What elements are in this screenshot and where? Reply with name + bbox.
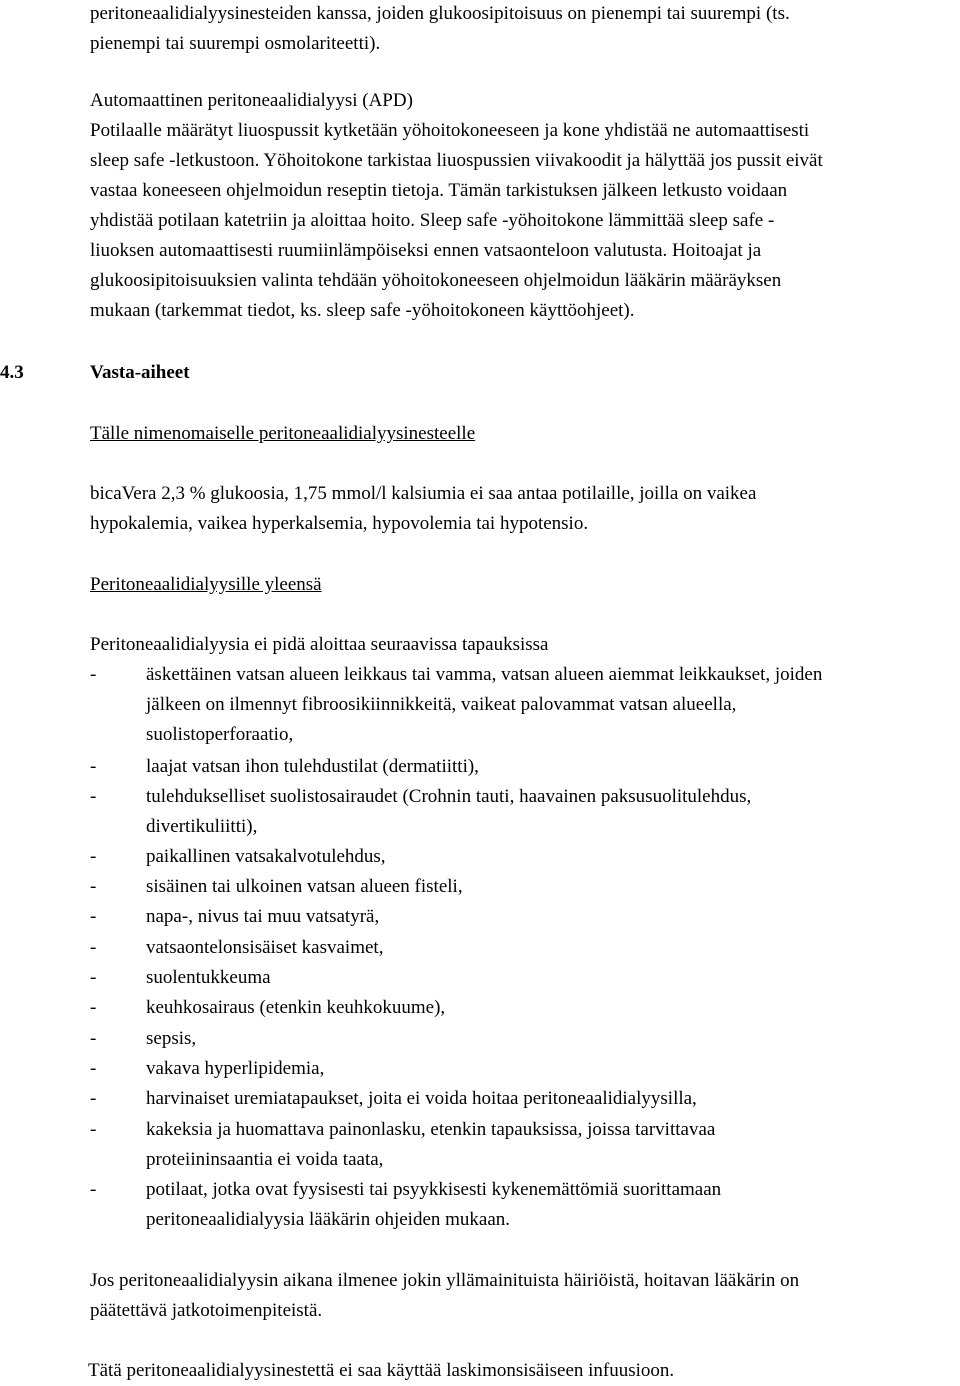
list-dash: -: [90, 1119, 97, 1140]
apd-heading: Automaattinen peritoneaalidialyysi (APD): [90, 90, 413, 111]
list-item: potilaat, jotka ovat fyysisesti tai psyykkisesti kykenemättömiä suorittamaan: [146, 1179, 722, 1200]
list-dash: -: [90, 664, 97, 685]
list-dash: -: [90, 967, 97, 988]
section-number: 4.3: [0, 362, 24, 383]
apd-line: liuoksen automaattisesti ruumiinlämpöiseksi ennen vatsaonteloon valutusta. Hoitoajat ja: [90, 240, 762, 261]
list-item: kakeksia ja huomattava painonlasku, etenkin tapauksissa, joissa tarvittavaa: [146, 1119, 716, 1140]
list-item-cont: jälkeen on ilmennyt fibroosikiinnikkeitä, vaikeat palovammat vatsan alueella,: [146, 694, 737, 715]
specific-line: hypokalemia, vaikea hyperkalsemia, hypovolemia tai hypotensio.: [90, 513, 589, 534]
apd-line: glukoosipitoisuuksien valinta tehdään yöhoitokoneeseen ohjelmoidun lääkärin määräyksen: [90, 270, 782, 291]
list-item: suolentukkeuma: [146, 967, 271, 988]
list-dash: -: [90, 1028, 97, 1049]
closing-line: Jos peritoneaalidialyysin aikana ilmenee jokin yllämainituista häiriöistä, hoitavan lääkärin on: [90, 1270, 800, 1291]
list-dash: -: [90, 1179, 97, 1200]
list-dash: -: [90, 846, 97, 867]
apd-line: Potilaalle määrätyt liuospussit kytketään yöhoitokoneeseen ja kone yhdistää ne automaattisesti: [90, 120, 810, 141]
list-dash: -: [90, 1058, 97, 1079]
list-item: harvinaiset uremiatapaukset, joita ei voida hoitaa peritoneaalidialyysilla,: [146, 1088, 697, 1109]
list-dash: -: [90, 937, 97, 958]
apd-line: vastaa koneeseen ohjelmoidun reseptin tietoja. Tämän tarkistuksen jälkeen letkusto voidaan: [90, 180, 788, 201]
apd-line: sleep safe -letkustoon. Yöhoitokone tarkistaa liuospussien viivakoodit ja hälyttää jos pussit eivät: [90, 150, 823, 171]
list-item: vakava hyperlipidemia,: [146, 1058, 325, 1079]
list-item-cont: suolistoperforaatio,: [146, 724, 294, 745]
section-title: Vasta-aiheet: [90, 362, 190, 383]
list-item: äskettäinen vatsan alueen leikkaus tai vamma, vatsan alueen aiemmat leikkaukset, joiden: [146, 664, 823, 685]
list-item: paikallinen vatsakalvotulehdus,: [146, 846, 386, 867]
list-item: sisäinen tai ulkoinen vatsan alueen fisteli,: [146, 876, 463, 897]
list-item-cont: proteiininsaantia ei voida taata,: [146, 1149, 384, 1170]
intro-line: pienempi tai suurempi osmolariteetti).: [90, 33, 381, 54]
list-item: vatsaontelonsisäiset kasvaimet,: [146, 937, 384, 958]
specific-heading: Tälle nimenomaiselle peritoneaalidialyysinesteelle: [90, 423, 476, 444]
list-dash: -: [90, 876, 97, 897]
apd-line: mukaan (tarkemmat tiedot, ks. sleep safe -yöhoitokoneen käyttöohjeet).: [90, 300, 635, 321]
list-item: napa-, nivus tai muu vatsatyrä,: [146, 906, 380, 927]
list-dash: -: [90, 997, 97, 1018]
closing-line: päätettävä jatkotoimenpiteistä.: [90, 1300, 323, 1321]
list-item-cont: peritoneaalidialyysia lääkärin ohjeiden mukaan.: [146, 1209, 511, 1230]
list-dash: -: [90, 786, 97, 807]
final-sentence: Tätä peritoneaalidialyysinestettä ei saa käyttää laskimonsisäiseen infuusioon.: [88, 1360, 675, 1381]
general-heading: Peritoneaalidialyysille yleensä: [90, 574, 322, 595]
list-dash: -: [90, 906, 97, 927]
list-item: keuhkosairaus (etenkin keuhkokuume),: [146, 997, 446, 1018]
list-item: sepsis,: [146, 1028, 197, 1049]
list-dash: -: [90, 1088, 97, 1109]
general-intro: Peritoneaalidialyysia ei pidä aloittaa seuraavissa tapauksissa: [90, 634, 549, 655]
specific-line: bicaVera 2,3 % glukoosia, 1,75 mmol/l kalsiumia ei saa antaa potilaille, joilla on vaikea: [90, 483, 757, 504]
list-dash: -: [90, 756, 97, 777]
list-item-cont: divertikuliitti),: [146, 816, 258, 837]
list-item: laajat vatsan ihon tulehdustilat (dermatiitti),: [146, 756, 479, 777]
list-item: tulehdukselliset suolistosairaudet (Crohnin tauti, haavainen paksusuolitulehdus,: [146, 786, 752, 807]
apd-line: yhdistää potilaan katetriin ja aloittaa hoito. Sleep safe -yöhoitokone lämmittää sleep safe -: [90, 210, 775, 231]
intro-line: peritoneaalidialyysinesteiden kanssa, joiden glukoosipitoisuus on pienempi tai suurempi (ts.: [90, 3, 790, 24]
